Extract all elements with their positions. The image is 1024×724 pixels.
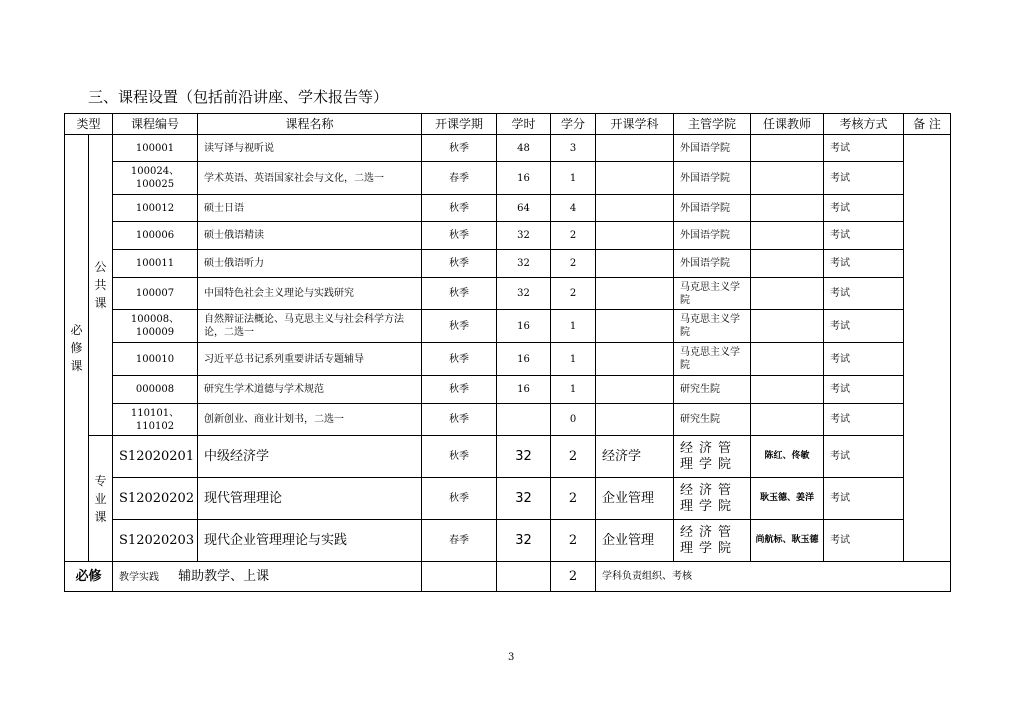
course-hours: 16 [497, 376, 551, 404]
public-course-label-char: 共 [94, 278, 107, 292]
course-term: 秋季 [422, 278, 497, 310]
required-type-label-char: 课 [70, 359, 83, 373]
header-exam: 考核方式 [824, 114, 904, 135]
required-type-label-char: 必 [70, 323, 83, 337]
course-exam: 考试 [824, 520, 904, 562]
course-hours: 16 [497, 310, 551, 343]
course-code: 100001 [113, 135, 198, 162]
course-college: 外国语学院 [674, 250, 751, 278]
course-credits: 1 [551, 310, 596, 343]
table-row [65, 436, 951, 478]
course-name: 自然辩证法概论、马克思主义与社会科学方法论，二选一 [198, 310, 422, 343]
public-course-label [89, 135, 113, 436]
table-row [65, 310, 951, 343]
course-exam: 考试 [824, 436, 904, 478]
public-course-label-char: 课 [94, 296, 107, 310]
course-credits: 3 [551, 135, 596, 162]
header-remark: 备 注 [904, 114, 951, 135]
course-teacher: 尚航标、耿玉德 [751, 520, 824, 562]
remark-cell [904, 135, 951, 562]
course-hours: 32 [497, 250, 551, 278]
practice-row [65, 562, 951, 592]
header-term: 开课学期 [422, 114, 497, 135]
course-name: 习近平总书记系列重要讲话专题辅导 [198, 343, 422, 376]
course-subject: 企业管理 [596, 520, 674, 562]
major-course-label-char: 业 [94, 491, 107, 506]
course-college: 研究生院 [674, 404, 751, 436]
course-teacher [751, 376, 824, 404]
course-name: 中国特色社会主义理论与实践研究 [198, 278, 422, 310]
table-row [65, 195, 951, 222]
course-name: 硕士俄语精读 [198, 222, 422, 250]
course-subject [596, 195, 674, 222]
course-teacher [751, 222, 824, 250]
course-code: 100008、100009 [113, 310, 198, 343]
course-code: 100011 [113, 250, 198, 278]
course-college: 研究生院 [674, 376, 751, 404]
course-credits: 2 [551, 520, 596, 562]
course-name: 硕士俄语听力 [198, 250, 422, 278]
course-exam: 考试 [824, 478, 904, 520]
course-term: 春季 [422, 520, 497, 562]
course-teacher [751, 162, 824, 195]
course-teacher [751, 404, 824, 436]
course-code: 100012 [113, 195, 198, 222]
course-credits: 0 [551, 404, 596, 436]
course-code: S12020202 [113, 478, 198, 520]
course-exam: 考试 [824, 195, 904, 222]
course-college: 经济管理学院 [674, 436, 751, 478]
course-credits: 2 [551, 278, 596, 310]
course-college: 马克思主义学院 [674, 278, 751, 310]
course-term: 秋季 [422, 195, 497, 222]
course-term: 秋季 [422, 222, 497, 250]
course-term: 春季 [422, 162, 497, 195]
major-course-label-char: 课 [94, 509, 107, 524]
header-subject: 开课学科 [596, 114, 674, 135]
practice-hours [497, 562, 551, 592]
course-subject [596, 310, 674, 343]
course-teacher [751, 195, 824, 222]
table-row [65, 376, 951, 404]
course-code: 100010 [113, 343, 198, 376]
course-code: 100006 [113, 222, 198, 250]
table-row [65, 135, 951, 162]
header-teacher: 任课教师 [751, 114, 824, 135]
course-subject [596, 376, 674, 404]
course-hours: 32 [497, 478, 551, 520]
course-college: 经济管理学院 [674, 478, 751, 520]
header-code: 课程编号 [113, 114, 198, 135]
table-row [65, 343, 951, 376]
course-subject [596, 278, 674, 310]
practice-label: 教学实践 [119, 571, 160, 583]
header-name: 课程名称 [198, 114, 422, 135]
course-exam: 考试 [824, 222, 904, 250]
course-code: 100024、100025 [113, 162, 198, 195]
course-term: 秋季 [422, 343, 497, 376]
course-name: 研究生学术道德与学术规范 [198, 376, 422, 404]
table-row [65, 520, 951, 562]
course-term: 秋季 [422, 135, 497, 162]
course-code: S12020201 [113, 436, 198, 478]
course-college: 马克思主义学院 [674, 310, 751, 343]
course-teacher [751, 135, 824, 162]
course-code: 000008 [113, 376, 198, 404]
course-subject [596, 404, 674, 436]
course-term: 秋季 [422, 310, 497, 343]
public-course-label-char: 公 [94, 260, 107, 274]
header-college: 主管学院 [674, 114, 751, 135]
table-row [65, 478, 951, 520]
course-name: 现代企业管理理论与实践 [198, 520, 422, 562]
course-teacher [751, 343, 824, 376]
course-hours: 32 [497, 520, 551, 562]
course-hours: 48 [497, 135, 551, 162]
course-hours [497, 404, 551, 436]
header-credits: 学分 [551, 114, 596, 135]
table-row [65, 222, 951, 250]
course-exam: 考试 [824, 376, 904, 404]
course-hours: 16 [497, 343, 551, 376]
course-teacher [751, 250, 824, 278]
table-row [65, 250, 951, 278]
course-teacher: 陈红、佟敏 [751, 436, 824, 478]
practice-content [113, 562, 422, 592]
course-credits: 2 [551, 478, 596, 520]
course-term: 秋季 [422, 376, 497, 404]
practice-term [422, 562, 497, 592]
course-subject [596, 135, 674, 162]
course-exam: 考试 [824, 250, 904, 278]
course-subject: 经济学 [596, 436, 674, 478]
section-heading: 三、课程设置（包括前沿讲座、学术报告等） [88, 88, 389, 106]
course-subject [596, 343, 674, 376]
course-hours: 16 [497, 162, 551, 195]
header-row [65, 114, 951, 135]
course-subject [596, 222, 674, 250]
practice-note: 学科负责组织、考核 [596, 562, 951, 592]
course-subject [596, 250, 674, 278]
course-subject [596, 162, 674, 195]
course-exam: 考试 [824, 278, 904, 310]
table-row [65, 278, 951, 310]
course-college: 外国语学院 [674, 222, 751, 250]
required-type-label [65, 135, 89, 562]
required-type-label-char: 修 [70, 341, 83, 355]
course-table [64, 113, 951, 592]
course-credits: 2 [551, 222, 596, 250]
header-hours: 学时 [497, 114, 551, 135]
course-credits: 1 [551, 162, 596, 195]
course-credits: 1 [551, 376, 596, 404]
course-term: 秋季 [422, 436, 497, 478]
course-hours: 64 [497, 195, 551, 222]
course-name: 现代管理理论 [198, 478, 422, 520]
course-name: 学术英语、英语国家社会与文化，二选一 [198, 162, 422, 195]
page-number: 3 [508, 652, 515, 663]
course-term: 秋季 [422, 404, 497, 436]
major-course-label [89, 436, 113, 562]
course-term: 秋季 [422, 250, 497, 278]
course-credits: 4 [551, 195, 596, 222]
course-college: 外国语学院 [674, 135, 751, 162]
course-name: 硕士日语 [198, 195, 422, 222]
course-hours: 32 [497, 436, 551, 478]
course-credits: 2 [551, 436, 596, 478]
course-teacher [751, 278, 824, 310]
table-row [65, 404, 951, 436]
course-code: 100007 [113, 278, 198, 310]
practice-description: 辅助教学、上课 [178, 568, 270, 584]
course-credits: 1 [551, 343, 596, 376]
course-college: 外国语学院 [674, 195, 751, 222]
course-exam: 考试 [824, 404, 904, 436]
course-code: 110101、110102 [113, 404, 198, 436]
course-exam: 考试 [824, 343, 904, 376]
course-exam: 考试 [824, 135, 904, 162]
course-name: 中级经济学 [198, 436, 422, 478]
course-hours: 32 [497, 278, 551, 310]
course-teacher: 耿玉德、姜洋 [751, 478, 824, 520]
course-college: 马克思主义学院 [674, 343, 751, 376]
course-teacher [751, 310, 824, 343]
course-hours: 32 [497, 222, 551, 250]
practice-credits: 2 [551, 562, 596, 592]
course-exam: 考试 [824, 310, 904, 343]
table-row [65, 162, 951, 195]
course-credits: 2 [551, 250, 596, 278]
course-name: 创新创业、商业计划书，二选一 [198, 404, 422, 436]
course-subject: 企业管理 [596, 478, 674, 520]
course-name: 读写译与视听说 [198, 135, 422, 162]
course-exam: 考试 [824, 162, 904, 195]
course-code: S12020203 [113, 520, 198, 562]
header-type: 类型 [65, 114, 113, 135]
practice-type: 必修 [65, 562, 113, 592]
course-college: 外国语学院 [674, 162, 751, 195]
major-course-label-char: 专 [94, 473, 107, 488]
course-term: 秋季 [422, 478, 497, 520]
course-college: 经济管理学院 [674, 520, 751, 562]
